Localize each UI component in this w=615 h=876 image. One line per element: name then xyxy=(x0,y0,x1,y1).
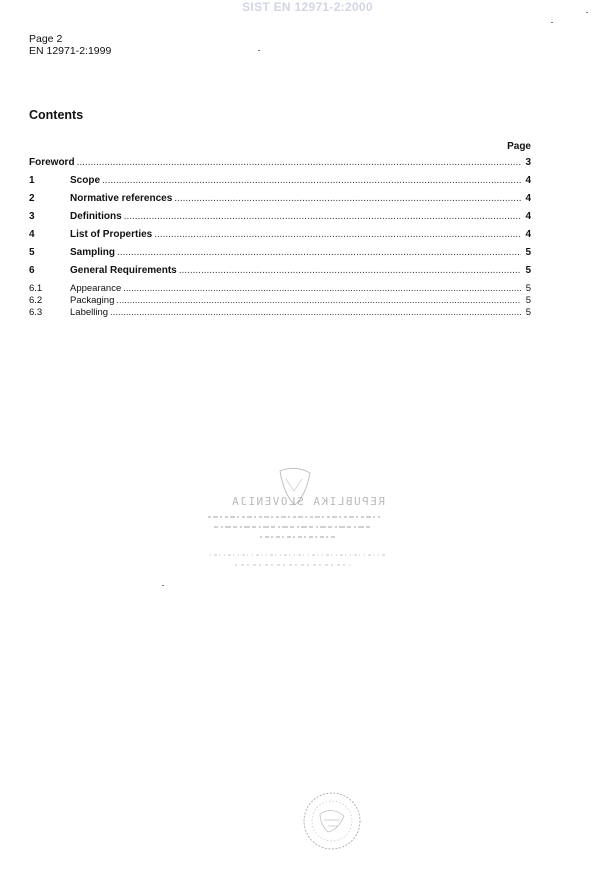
toc-entry-number: 3 xyxy=(29,211,35,222)
toc-entry-title: Scope xyxy=(70,175,101,186)
toc-entry-title: Labelling xyxy=(70,307,109,318)
page-column-label: Page xyxy=(507,141,531,152)
contents-title: Contents xyxy=(29,108,84,122)
toc-entry-page: 3 xyxy=(525,157,531,168)
toc-entry-title: Normative references xyxy=(70,193,173,204)
scan-speck xyxy=(162,585,164,586)
toc-entry-number: 1 xyxy=(29,175,35,186)
toc-leader-dots xyxy=(102,175,521,186)
scan-speck xyxy=(551,22,553,23)
toc-leader-dots xyxy=(124,211,521,222)
toc-leader-dots xyxy=(174,193,521,204)
toc-entry xyxy=(29,307,531,319)
toc-entry-title: General Requirements xyxy=(70,265,177,276)
toc-leader-dots xyxy=(179,265,521,276)
toc-entry xyxy=(29,157,531,175)
toc-entry-number: 4 xyxy=(29,229,35,240)
toc-entry-number: 6.1 xyxy=(29,283,43,294)
toc-entry-title: List of Properties xyxy=(70,229,153,240)
toc-entry-title: Packaging xyxy=(70,295,115,306)
page-number: Page 2 xyxy=(29,33,63,45)
toc-entry-title: Appearance xyxy=(70,283,122,294)
toc-entry-page: 5 xyxy=(525,307,531,318)
table-of-contents xyxy=(29,157,531,319)
toc-entry-page: 4 xyxy=(525,211,531,222)
toc-entry-page: 4 xyxy=(525,193,531,204)
document-id: EN 12971-2:1999 xyxy=(29,45,112,57)
toc-entry xyxy=(29,211,531,229)
toc-leader-dots xyxy=(110,307,521,318)
toc-entry-number: 6.3 xyxy=(29,307,43,318)
toc-entry-number: 6 xyxy=(29,265,35,276)
toc-entry-title: Foreword xyxy=(29,157,75,168)
seal-icon xyxy=(298,790,366,852)
stamp-image xyxy=(200,465,395,590)
toc-entry-number: 2 xyxy=(29,193,35,204)
toc-entry-page: 5 xyxy=(525,247,531,258)
toc-entry xyxy=(29,265,531,283)
toc-leader-dots xyxy=(116,295,521,306)
toc-leader-dots xyxy=(154,229,521,240)
scan-speck xyxy=(258,50,260,51)
toc-entry-page: 5 xyxy=(525,283,531,294)
toc-entry-page: 5 xyxy=(525,295,531,306)
toc-entry-number: 5 xyxy=(29,247,35,258)
toc-leader-dots xyxy=(117,247,521,258)
toc-entry xyxy=(29,193,531,211)
toc-leader-dots xyxy=(123,283,521,294)
stamp-text: REPUBLIKA SLOVENIJA xyxy=(230,495,385,508)
toc-entry-title: Definitions xyxy=(70,211,122,222)
toc-entry xyxy=(29,229,531,247)
toc-entry-number: 6.2 xyxy=(29,295,43,306)
toc-leader-dots xyxy=(77,157,521,168)
toc-entry-page: 5 xyxy=(525,265,531,276)
toc-entry-page: 4 xyxy=(525,175,531,186)
scan-speck xyxy=(586,12,588,13)
toc-entry xyxy=(29,295,531,307)
page-header xyxy=(29,33,111,57)
toc-entry-title: Sampling xyxy=(70,247,116,258)
toc-entry xyxy=(29,247,531,265)
toc-entry-page: 4 xyxy=(525,229,531,240)
toc-entry xyxy=(29,175,531,193)
toc-entry xyxy=(29,283,531,295)
watermark: SIST EN 12971-2:2000 xyxy=(242,0,373,14)
